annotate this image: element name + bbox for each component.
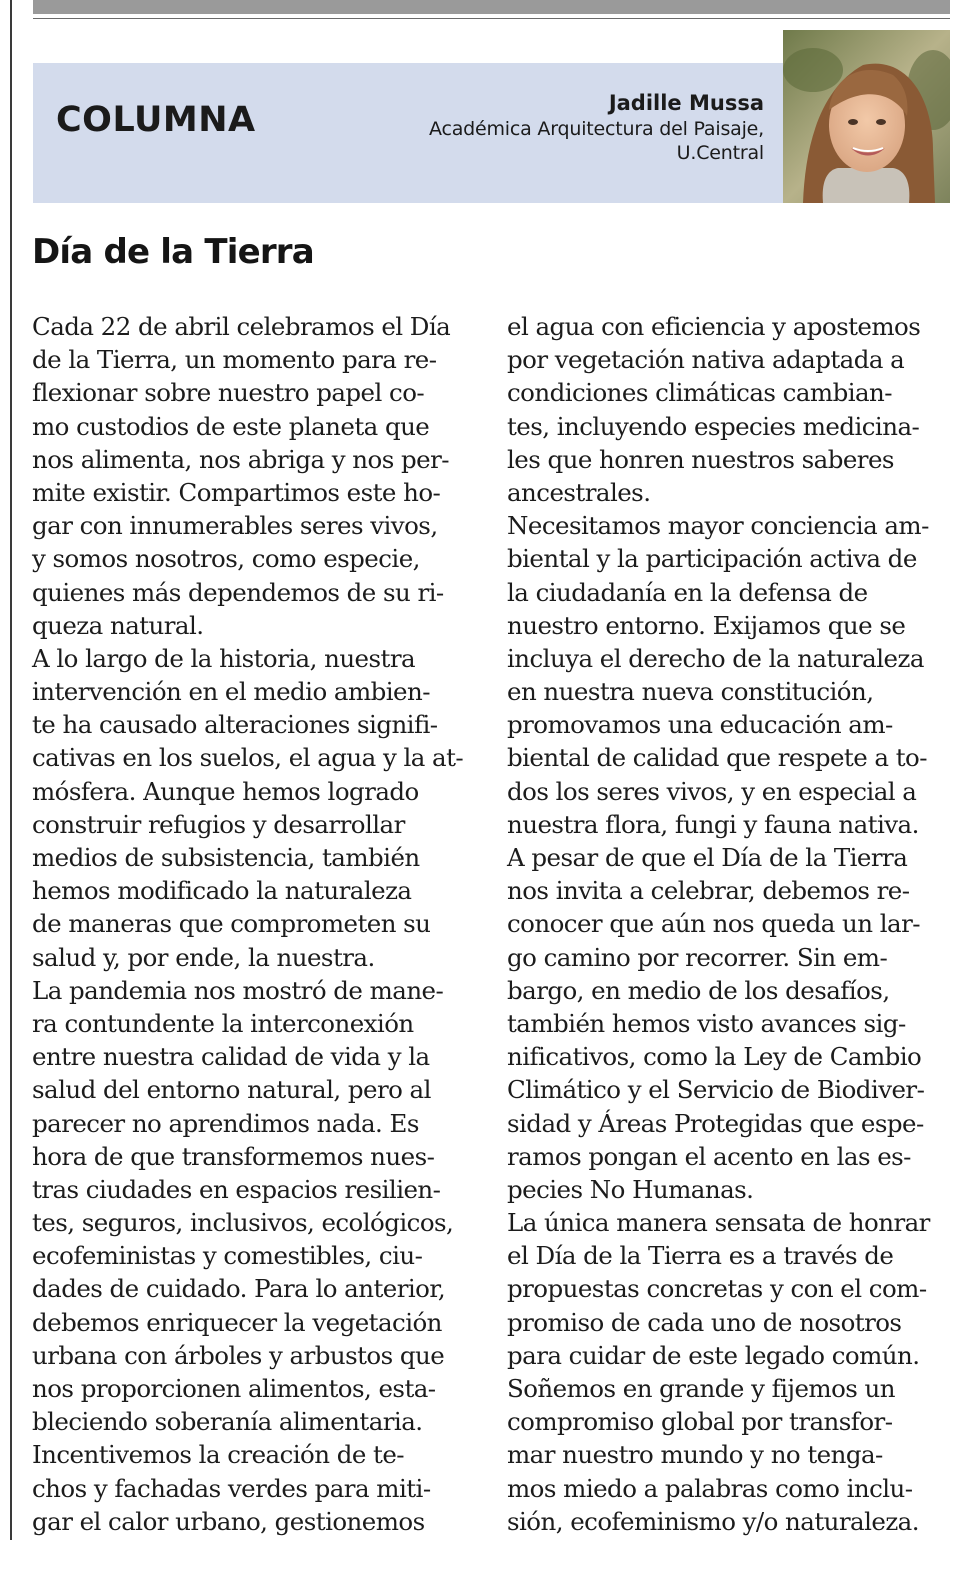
article-text-line: construir refugios y desarrollar <box>32 809 405 839</box>
article-text-line: cativas en los suelos, el agua y la at- <box>32 743 464 773</box>
article-text-line: el agua con eficiencia y apostemos <box>507 312 921 341</box>
article-text-line: te ha causado alteraciones signifi- <box>32 710 438 740</box>
article-text-line: por vegetación nativa adaptada a <box>507 345 905 375</box>
article-text-line: nos invita a celebrar, debemos re- <box>507 876 910 906</box>
article-text-line: incluya el derecho de la naturaleza <box>507 643 924 673</box>
article-text-line: salud del entorno natural, pero al <box>32 1075 431 1105</box>
article-text-line: ancestrales. <box>507 477 651 507</box>
article-text-line: biental de calidad que respete a to- <box>507 743 927 773</box>
article-text-line: les que honren nuestros saberes <box>507 444 894 474</box>
article-text-line: condiciones climáticas cambian- <box>507 378 893 408</box>
article-text-line: La única manera sensata de honrar <box>507 1208 930 1238</box>
article-text-line: de maneras que comprometen su <box>32 909 431 939</box>
article-text-line: La pandemia nos mostró de mane- <box>32 975 444 1005</box>
article-text-line: también hemos visto avances sig- <box>507 1008 906 1038</box>
article-text-line: tes, incluyendo especies medicina- <box>507 411 920 441</box>
article-text-line: de la Tierra, un momento para re- <box>32 345 437 375</box>
article-text-line: ecofeministas y comestibles, ciu- <box>32 1241 423 1271</box>
article-text-line: nos alimenta, nos abriga y nos per- <box>32 444 449 474</box>
author-title: Académica Arquitectura del Paisaje, <box>429 118 764 140</box>
article-title: Día de la Tierra <box>32 232 314 272</box>
article-text-line: hemos modificado la naturaleza <box>32 876 412 906</box>
article-text-line: salud y, por ende, la nuestra. <box>32 942 375 972</box>
article-text-line: gar con innumerables seres vivos, <box>32 511 438 541</box>
article-text-line: la ciudadanía en la defensa de <box>507 577 868 607</box>
top-gray-bar <box>33 0 950 14</box>
article-text-line: Climático y el Servicio de Biodiver- <box>507 1075 925 1105</box>
author-portrait-illustration <box>783 30 950 203</box>
article-text-line: bleciendo soberanía alimentaria. <box>32 1407 423 1437</box>
article-text-line: entre nuestra calidad de vida y la <box>32 1042 430 1072</box>
article-text-line: ramos pongan el acento en las es- <box>507 1141 911 1171</box>
article-text-line: bargo, en medio de los desafíos, <box>507 975 890 1005</box>
article-text-line: go camino por recorrer. Sin em- <box>507 942 888 972</box>
article-text-line: mite existir. Compartimos este ho- <box>32 477 441 507</box>
article-text-line: Soñemos en grande y fijemos un <box>507 1374 896 1403</box>
article-text-line: ra contundente la interconexión <box>32 1008 414 1038</box>
article-text-line: sidad y Áreas Protegidas que espe- <box>507 1108 924 1138</box>
top-divider <box>33 18 950 19</box>
article-left-column <box>32 310 472 1538</box>
article-text-line: nuestra flora, fungi y fauna nativa. <box>507 809 919 839</box>
article-text-line: chos y fachadas verdes para miti- <box>32 1473 431 1503</box>
article-text-line: conocer que aún nos queda un lar- <box>507 909 920 939</box>
article-text-line: Incentivemos la creación de te- <box>32 1440 405 1470</box>
article-text-line: en nuestra nueva constitución, <box>507 677 874 707</box>
article-text-line: promovamos una educación am- <box>507 710 893 740</box>
article-text-line: sión, ecofeminismo y/o naturaleza. <box>507 1506 919 1536</box>
article-text-line: pecies No Humanas. <box>507 1174 754 1204</box>
article-text-line: nos proporcionen alimentos, esta- <box>32 1374 436 1403</box>
article-text-line: para cuidar de este legado común. <box>507 1340 920 1370</box>
article-text-line: debemos enriquecer la vegetación <box>32 1307 442 1337</box>
article-text-line: intervención en el medio ambien- <box>32 677 430 707</box>
article-text-line: promiso de cada uno de nosotros <box>507 1307 902 1337</box>
article-text-line: tras ciudades en espacios resilien- <box>32 1174 441 1204</box>
author-affiliation: U.Central <box>676 142 764 164</box>
article-text-line: flexionar sobre nuestro papel co- <box>32 378 425 408</box>
article-text-line: quienes más dependemos de su ri- <box>32 577 444 607</box>
article-text-line: tes, seguros, inclusivos, ecológicos, <box>32 1208 454 1238</box>
article-text-line: A pesar de que el Día de la Tierra <box>507 843 908 872</box>
article-text-line: dos los seres vivos, y en especial a <box>507 776 917 806</box>
article-text-line: Cada 22 de abril celebramos el Día <box>32 312 451 341</box>
article-text-line: urbana con árboles y arbustos que <box>32 1340 445 1370</box>
article-text-line: y somos nosotros, como especie, <box>32 544 420 574</box>
article-text-line: queza natural. <box>32 610 204 640</box>
article-text-line: nificativos, como la Ley de Cambio <box>507 1042 922 1072</box>
section-label: COLUMNA <box>56 100 256 140</box>
article-text-line: el Día de la Tierra es a través de <box>507 1241 894 1271</box>
article-text-line: mo custodios de este planeta que <box>32 411 430 441</box>
article-text-line: compromiso global por transfor- <box>507 1407 893 1437</box>
article-text-line: hora de que transformemos nues- <box>32 1141 435 1171</box>
article-text-line: Necesitamos mayor conciencia am- <box>507 511 929 541</box>
article-text-line: gar el calor urbano, gestionemos <box>32 1506 425 1536</box>
article-text-line: A lo largo de la historia, nuestra <box>32 643 416 673</box>
author-name: Jadille Mussa <box>608 91 764 115</box>
article-text-line: nuestro entorno. Exijamos que se <box>507 610 906 640</box>
article-text-line: biental y la participación activa de <box>507 544 917 574</box>
article-text-line: medios de subsistencia, también <box>32 843 420 872</box>
left-margin-rule <box>10 0 12 1540</box>
article-right-column <box>507 310 947 1538</box>
author-photo <box>783 30 950 203</box>
byline <box>429 90 764 165</box>
article-text-line: propuestas concretas y con el com- <box>507 1274 927 1304</box>
article-text-line: mos miedo a palabras como inclu- <box>507 1473 913 1503</box>
article-text-line: parecer no aprendimos nada. Es <box>32 1108 419 1138</box>
article-text-line: mar nuestro mundo y no tenga- <box>507 1440 883 1470</box>
article-text-line: dades de cuidado. Para lo anterior, <box>32 1274 446 1304</box>
article-text-line: mósfera. Aunque hemos logrado <box>32 776 419 806</box>
